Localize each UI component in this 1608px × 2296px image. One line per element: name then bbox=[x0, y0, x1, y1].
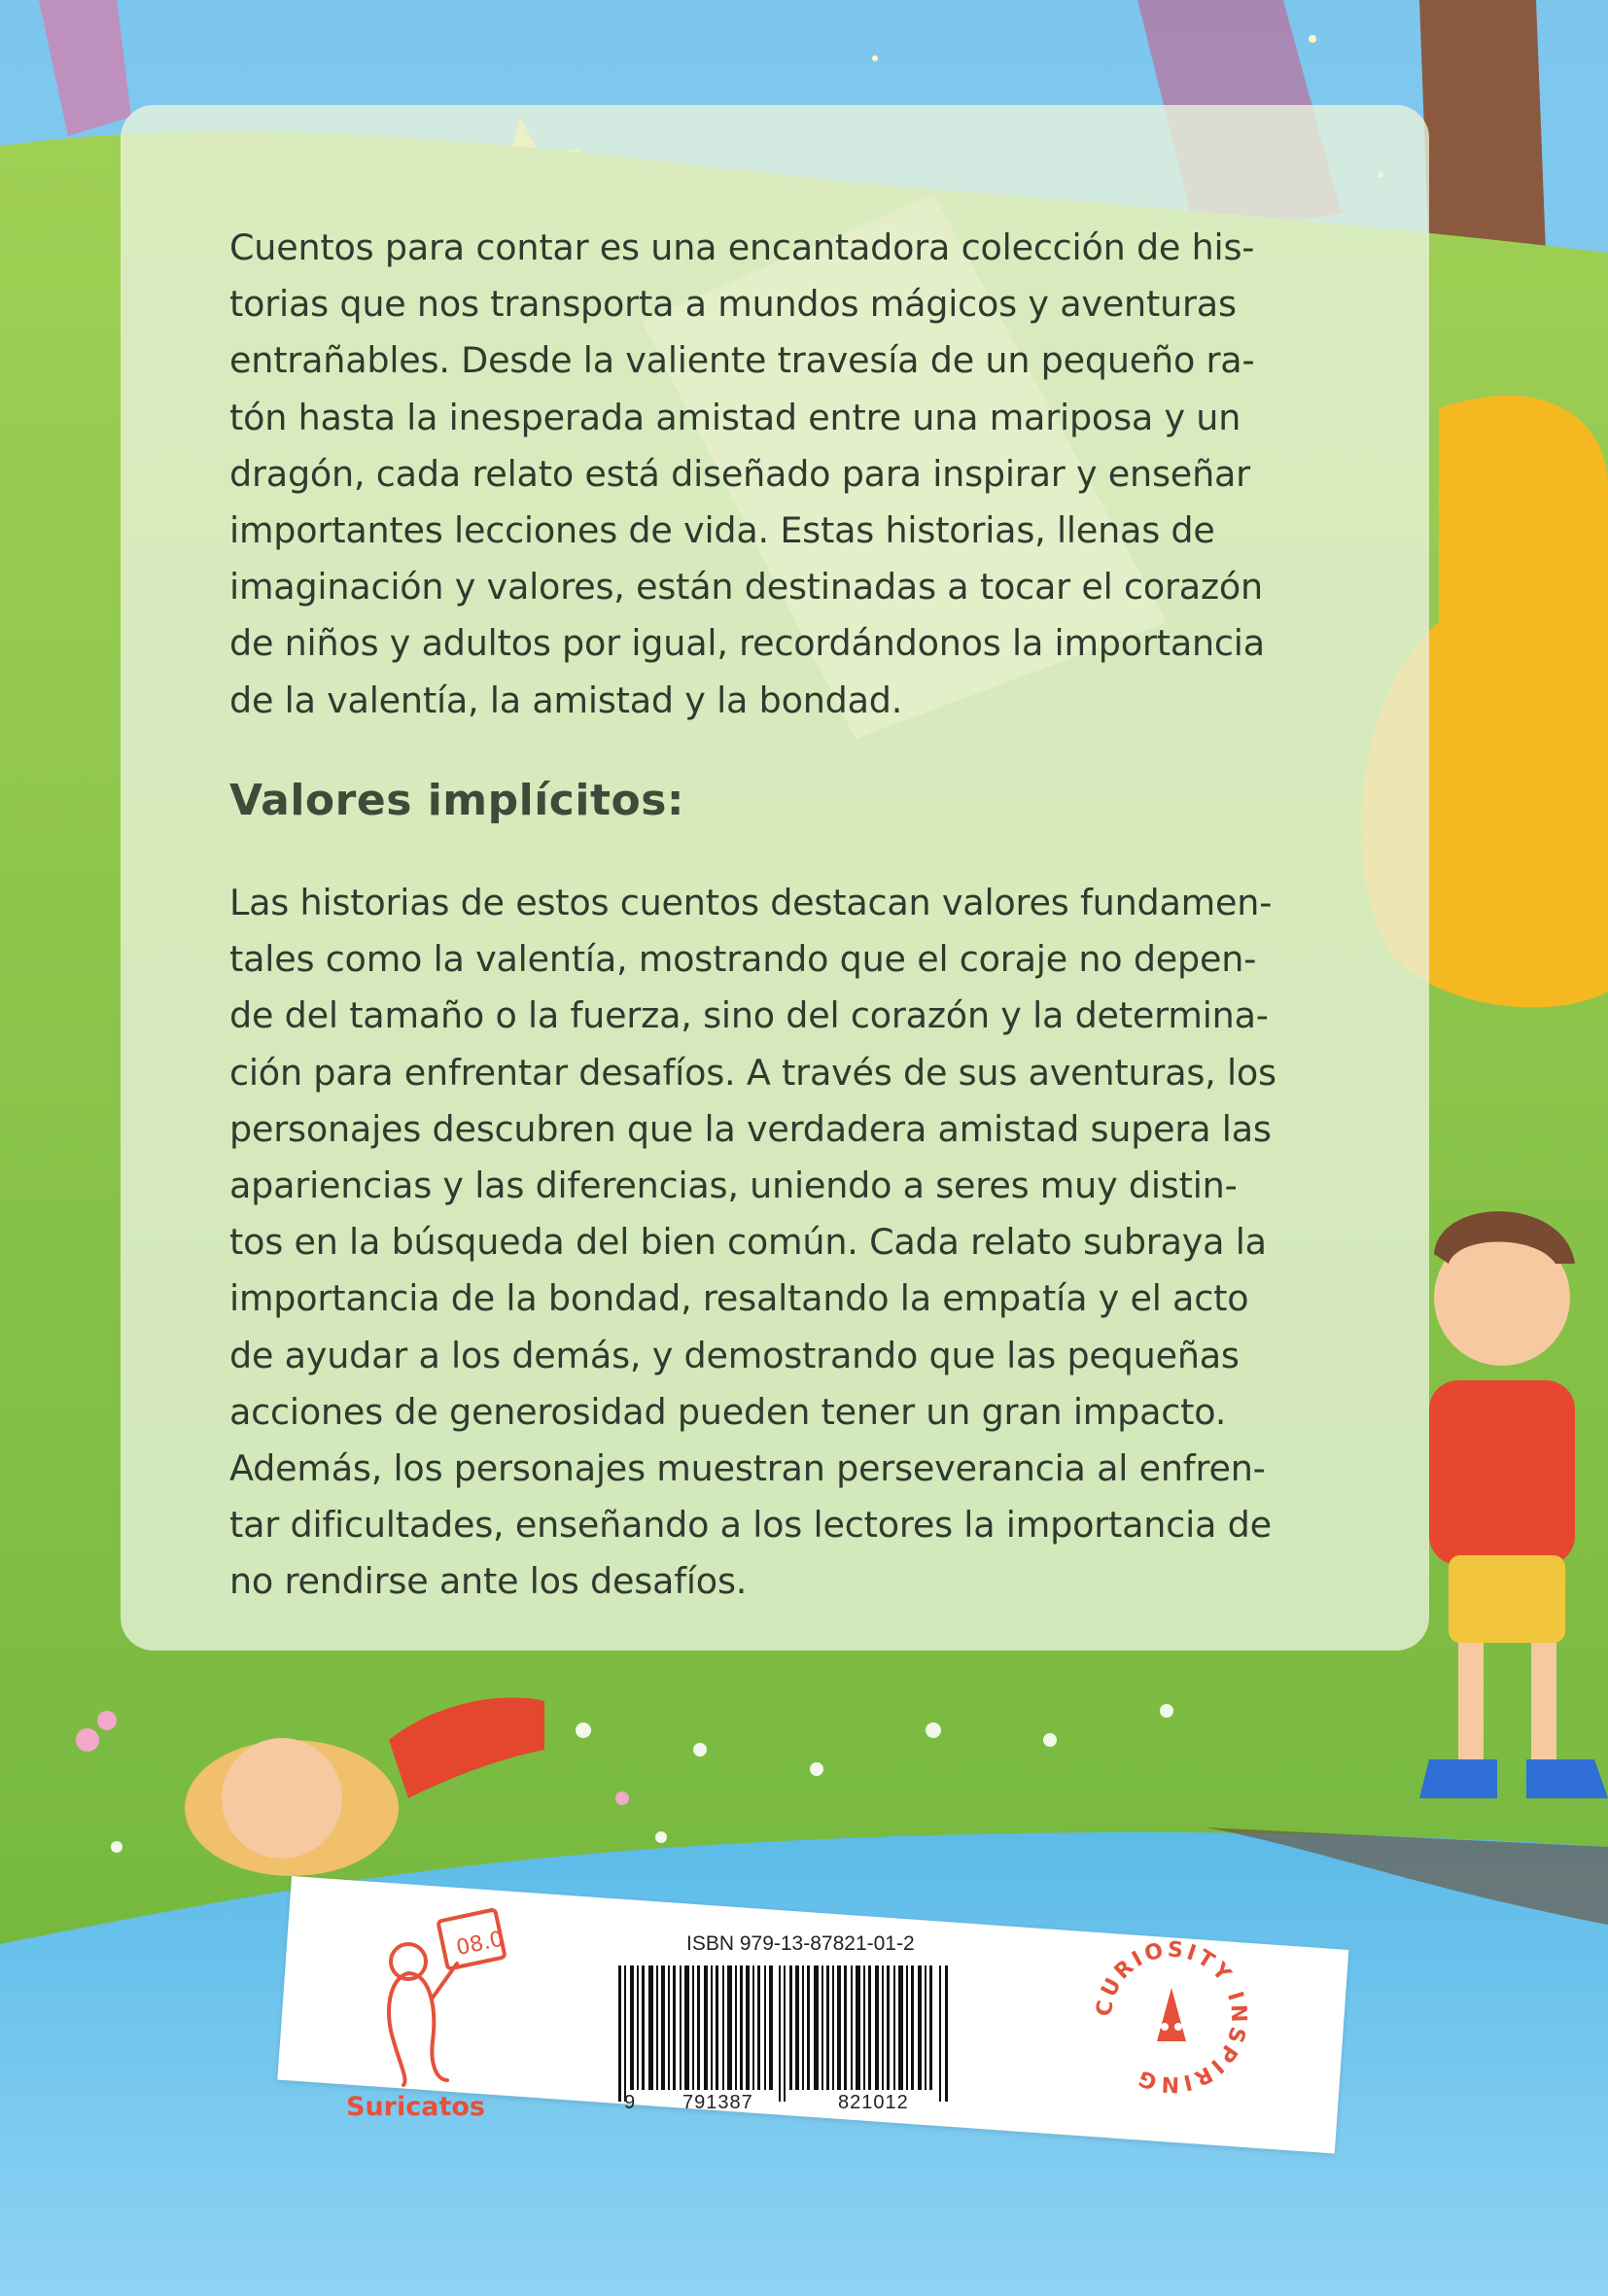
curiosity-inspiring-seal bbox=[1089, 1934, 1254, 2100]
barcode-digits-right: 821012 bbox=[838, 2092, 909, 2113]
isbn-number: ISBN 979-13-87821-01-2 bbox=[686, 1932, 915, 1955]
barcode-image bbox=[618, 1966, 955, 2109]
values-paragraph: Las historias de estos cuentos destacan valores fundamen- tales como la valentía, mostrando que el coraje no depen- de del tamaño o la fuerza, sino del corazón y la determina- ción para enfrentar desafíos. A través de sus aventuras, los personajes descubren que la verdadera amistad supera las apariencias y las diferencias, uniendo a seres muy distin- tos en la búsqueda del bien común. Cada relato subraya la importancia de la bondad, resaltando la empatía y el acto de ayudar a los demás, y demostrando que las pequeñas acciones de generosidad pueden tener un gran impacto. Además, los personajes muestran perseverancia al enfren- tar dificultades, enseñando a los lectores la importancia de no rendirse ante los desafíos. bbox=[229, 882, 1276, 1603]
barcode-digits-left: 791387 bbox=[682, 2092, 753, 2113]
suricatos-sign-text: 08.0 bbox=[454, 1927, 507, 1962]
values-heading: Valores implícitos: bbox=[229, 776, 684, 825]
curiosity-ring-text: CURIOSITY INSPIRING bbox=[1092, 1937, 1251, 2097]
suricatos-meerkat-logo bbox=[350, 1905, 515, 2090]
description-paragraph: Cuentos para contar es una encantadora colección de his- torias que nos transporta a mundos mágicos y aventuras entrañables. Desde la valiente travesía de un pequeño ra- tón hasta la inesperada amistad entre una mariposa y un dragón, cada relato está diseñado para inspirar y enseñar importantes lecciones de vida. Estas historias, llenas de imaginación y valores, están destinadas a tocar el corazón de niños y adultos por igual, recordándonos la importancia de la valentía, la amistad y la bondad. bbox=[229, 226, 1265, 721]
barcode-digit-prefix: 9 bbox=[624, 2092, 637, 2113]
suricatos-label: Suricatos bbox=[346, 2092, 485, 2122]
